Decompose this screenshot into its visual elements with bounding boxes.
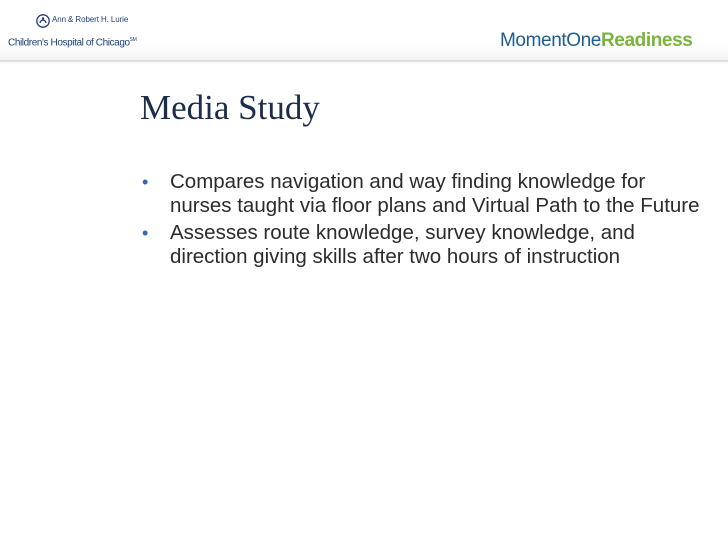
bullet-text: Assesses route knowledge, survey knowledge, and direction giving skills after two hours of instruction bbox=[170, 221, 635, 268]
brand-part2: Readiness bbox=[600, 30, 693, 51]
header-divider bbox=[0, 60, 728, 64]
hospital-name-line1: Ann & Robert H. Lurie bbox=[52, 15, 129, 24]
bullet-marker: • bbox=[142, 172, 149, 192]
bullet-marker: • bbox=[142, 223, 149, 243]
hospital-emblem-icon bbox=[36, 14, 50, 28]
bullet-text: Compares navigation and way finding knowledge for nurses taught via floor plans and Virtual Path to the Future bbox=[170, 170, 700, 217]
slide-title: Media Study bbox=[140, 88, 320, 127]
service-mark: SM bbox=[129, 37, 137, 43]
hospital-logo bbox=[6, 14, 156, 54]
brand-part1: MomentOne bbox=[500, 30, 601, 51]
hospital-name-line2 bbox=[8, 37, 136, 48]
hospital-name-text: Children's Hospital of Chicago bbox=[8, 37, 130, 49]
bullet-item bbox=[142, 221, 702, 269]
bullet-list bbox=[142, 170, 702, 272]
bullet-item bbox=[142, 170, 702, 218]
brand-logo bbox=[500, 30, 692, 52]
